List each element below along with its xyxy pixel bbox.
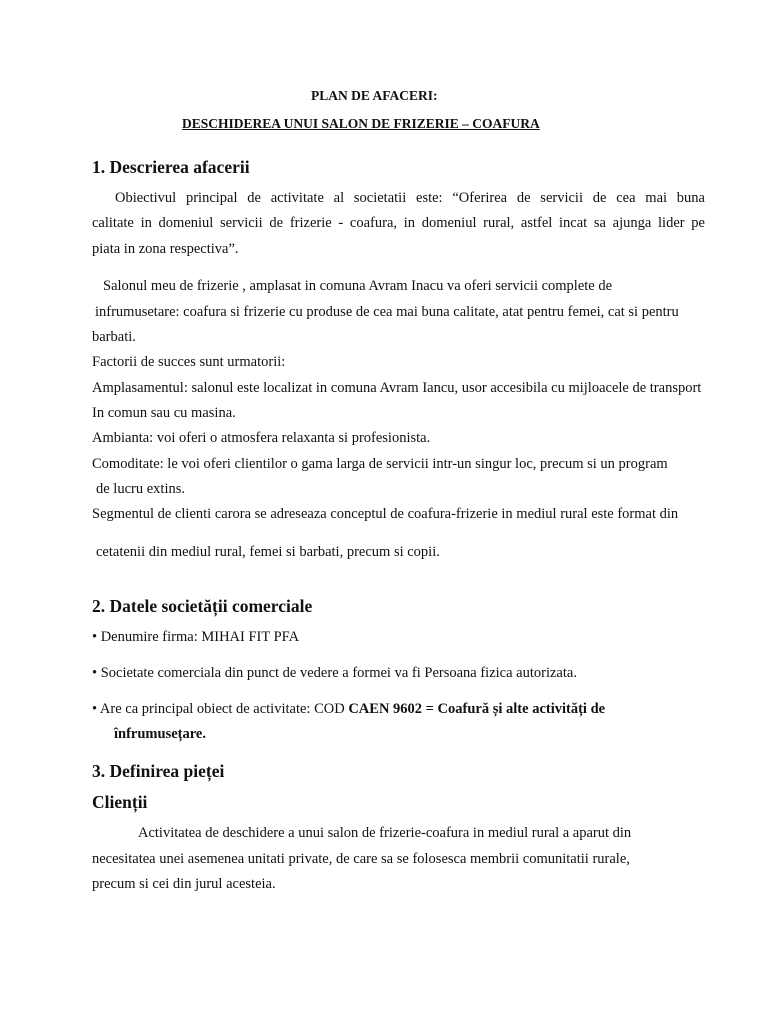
section-1-paragraph-2-line-1: Salonul meu de frizerie , amplasat in comuna Avram Inacu va oferi servicii complete de	[103, 278, 613, 294]
section-1-paragraph-2-line-8: Comoditate: le voi oferi clientilor o gama larga de servicii intr-un singur loc, precum si un program	[92, 456, 668, 472]
section-3-paragraph-line-2: necesitatea unei asemenea unitati private, de care sa se folosesca membrii comunitatii rurale,	[92, 851, 630, 867]
section-1-paragraph-2-line-9: de lucru extins.	[96, 481, 185, 497]
section-2-bullet-company-name: • Denumire firma: MIHAI FIT PFA	[92, 629, 300, 645]
section-1-paragraph-2-line-3: barbati.	[92, 329, 136, 345]
section-1-paragraph-1-line-2: calitate in domeniul servicii de frizerie - coafura, in domeniul rural, astfel incat sa ajunga lider pe	[92, 215, 705, 231]
section-3-subheading-clients: Clienții	[92, 792, 148, 812]
section-1-paragraph-2-line-10: Segmentul de clienti carora se adreseaza conceptul de coafura-frizerie in mediul rural este format din	[92, 506, 679, 522]
document-title: PLAN DE AFACERI:	[311, 88, 438, 103]
section-1-paragraph-2-line-5: Amplasamentul: salonul este localizat in comuna Avram Iancu, usor accesibila cu mijloacele de transport	[92, 380, 702, 396]
section-3-paragraph-line-3: precum si cei din jurul acesteia.	[92, 876, 276, 892]
document-subtitle: DESCHIDEREA UNUI SALON DE FRIZERIE – COAFURA	[182, 116, 540, 131]
section-1-paragraph-2-line-4: Factorii de succes sunt urmatorii:	[92, 354, 286, 370]
activity-caen-code: CAEN 9602 = Coafură și alte activități de	[348, 701, 606, 717]
section-3-paragraph-line-1: Activitatea de deschidere a unui salon de frizerie-coafura in mediul rural a aparut din	[138, 825, 632, 841]
section-3-heading: 3. Definirea pieței	[92, 761, 225, 781]
section-2-bullet-activity-continued: înfrumusețare.	[114, 726, 206, 742]
section-2-bullet-activity	[92, 700, 605, 718]
section-1-paragraph-2-line-11: cetatenii din mediul rural, femei si barbati, precum si copii.	[96, 544, 440, 560]
section-1-paragraph-2-line-6: In comun sau cu masina.	[92, 405, 236, 421]
section-1-heading: 1. Descrierea afacerii	[92, 157, 250, 177]
section-2-bullet-legal-form: • Societate comerciala din punct de vedere a formei va fi Persoana fizica autorizata.	[92, 665, 577, 681]
section-1-paragraph-1-line-1: Obiectivul principal de activitate al societatii este: “Oferirea de servicii de cea mai buna	[115, 190, 705, 206]
section-2-heading: 2. Datele societății comerciale	[92, 596, 313, 616]
section-1-paragraph-1-line-3: piata in zona respectiva”.	[92, 241, 239, 257]
activity-prefix: • Are ca principal obiect de activitate: COD	[92, 701, 345, 717]
section-1-paragraph-2-line-7: Ambianta: voi oferi o atmosfera relaxanta si profesionista.	[92, 430, 431, 446]
section-1-paragraph-2-line-2: infrumusetare: coafura si frizerie cu produse de cea mai buna calitate, atat pentru femei, cat si pentru	[95, 304, 679, 320]
